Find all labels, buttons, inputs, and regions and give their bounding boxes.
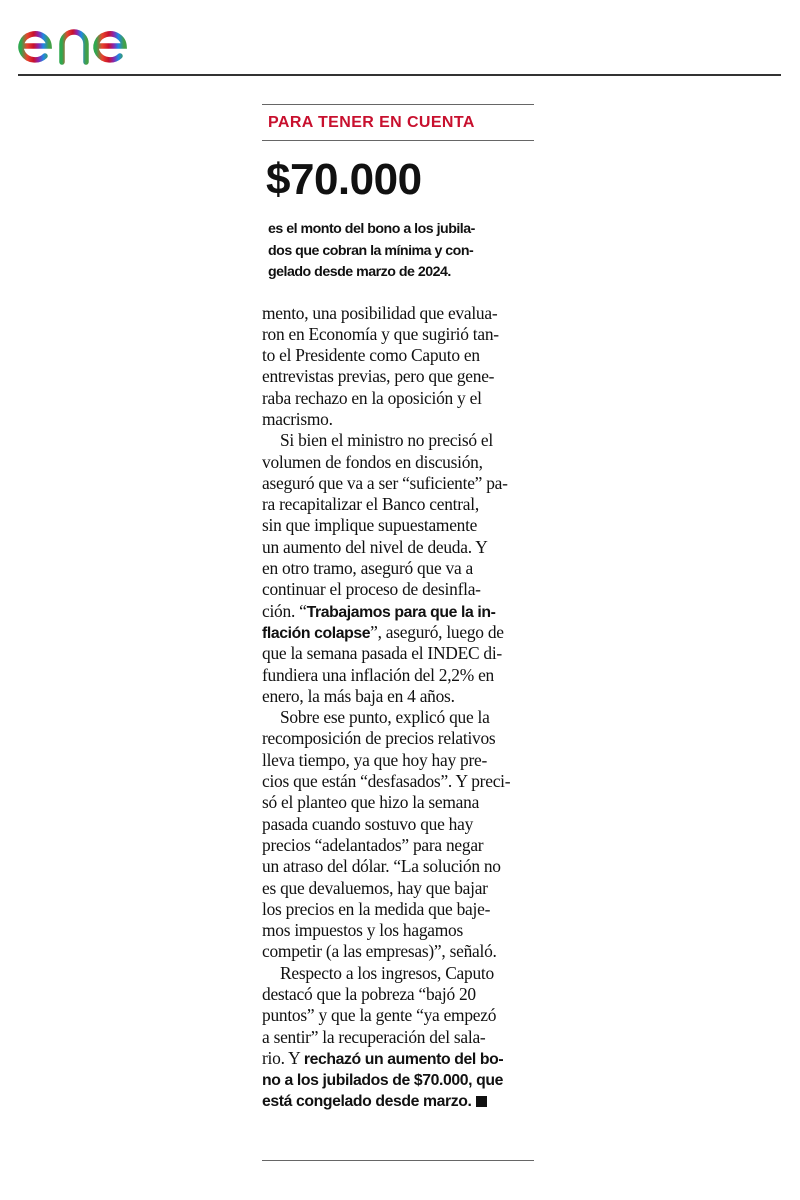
body-line xyxy=(262,707,534,728)
body-bold-segment: no a los jubilados de $70.000, que xyxy=(262,1072,503,1090)
body-line xyxy=(262,1069,534,1090)
body-text-segment: en otro tramo, aseguró que va a xyxy=(262,558,474,579)
body-line xyxy=(262,1005,534,1026)
header-rule xyxy=(18,74,781,76)
body-text-segment: puntos” y que la gente “ya empezó xyxy=(262,1005,497,1026)
body-line xyxy=(262,430,534,451)
body-text-segment: ron en Economía y que sugirió tan- xyxy=(262,323,499,344)
body-line xyxy=(262,366,534,387)
body-text-segment: es que devaluemos, hay que bajar xyxy=(262,877,488,898)
body-bold-segment: está congelado desde marzo. xyxy=(262,1093,472,1111)
body-line xyxy=(262,303,534,324)
body-line xyxy=(262,345,534,366)
body-line xyxy=(262,686,534,707)
body-line xyxy=(262,622,534,643)
caption-line: es el monto del bono a los jubila- xyxy=(268,221,475,237)
body-line xyxy=(262,771,534,792)
article-body xyxy=(262,303,534,1112)
body-line xyxy=(262,878,534,899)
body-line xyxy=(262,601,534,622)
footer-rule xyxy=(262,1160,534,1161)
body-line xyxy=(262,643,534,664)
body-text-segment: recomposición de precios relativos xyxy=(262,728,496,749)
body-line xyxy=(262,452,534,473)
caption-line: gelado desde marzo de 2024. xyxy=(268,264,451,280)
body-text-segment: un atraso del dólar. “La solución no xyxy=(262,856,501,877)
body-line xyxy=(262,920,534,941)
body-text-segment: competir (a las empresas)”, señaló. xyxy=(262,941,497,962)
body-line xyxy=(262,388,534,409)
body-line xyxy=(262,494,534,515)
body-text-segment: rio. Y xyxy=(262,1047,304,1068)
body-text-segment: aseguró que va a ser “suficiente” pa- xyxy=(262,472,508,493)
body-line xyxy=(262,899,534,920)
body-text-segment: Si bien el ministro no precisó el xyxy=(280,430,493,451)
body-bold-segment: rechazó un aumento del bo- xyxy=(303,1050,504,1068)
body-line xyxy=(262,941,534,962)
body-line xyxy=(262,856,534,877)
body-text-segment: macrismo. xyxy=(262,408,333,429)
body-text-segment: só el planteo que hizo la semana xyxy=(262,792,480,813)
body-bold-segment: Trabajamos para que la in- xyxy=(306,603,496,621)
body-line xyxy=(262,835,534,856)
body-text-segment: ”, aseguró, luego de xyxy=(370,621,504,642)
kicker-bottom-rule xyxy=(262,140,534,141)
body-text-segment: Respecto a los ingresos, Caputo xyxy=(280,962,494,983)
body-text-segment: los precios en la medida que baje- xyxy=(262,898,491,919)
body-text-segment: pasada cuando sostuvo que hay xyxy=(262,813,474,834)
body-line xyxy=(262,750,534,771)
enel-logo xyxy=(18,8,170,68)
body-line xyxy=(262,324,534,345)
highlight-caption xyxy=(262,219,534,284)
body-line xyxy=(262,814,534,835)
body-text-segment: mos impuestos y los hagamos xyxy=(262,920,463,941)
body-line xyxy=(262,1090,534,1111)
body-text-segment: destacó que la pobreza “bajó 20 xyxy=(262,984,476,1004)
body-text-segment: entrevistas previas, pero que gene- xyxy=(262,366,495,387)
body-text-segment: cios que están “desfasados”. Y preci- xyxy=(262,771,511,792)
kicker-label: PARA TENER EN CUENTA xyxy=(268,114,475,131)
body-line xyxy=(262,984,534,1005)
body-text-segment: to el Presidente como Caputo en xyxy=(262,345,480,366)
body-text-segment: enero, la más baja en 4 años. xyxy=(262,685,455,706)
body-text-segment: mento, una posibilidad que evalua- xyxy=(262,302,498,323)
body-line xyxy=(262,963,534,984)
body-text-segment: ra recapitalizar el Banco central, xyxy=(262,494,479,515)
body-line xyxy=(262,515,534,536)
body-text-segment: ción. “ xyxy=(262,600,307,621)
body-bold-segment: flación colapse xyxy=(262,624,371,642)
highlight-figure: $70.000 xyxy=(266,155,422,204)
article-column xyxy=(262,104,534,1112)
body-text-segment: un aumento del nivel de deuda. Y xyxy=(262,536,488,557)
body-line xyxy=(262,728,534,749)
body-text-segment: Sobre ese punto, explicó que la xyxy=(280,707,490,728)
body-line xyxy=(262,665,534,686)
body-text-segment: continuar el proceso de desinfla- xyxy=(262,579,481,600)
body-text-segment: a sentir” la recuperación del sala- xyxy=(262,1026,486,1047)
body-text-segment: raba rechazo en la oposición y el xyxy=(262,387,482,408)
body-text-segment: que la semana pasada el INDEC di- xyxy=(262,643,502,664)
body-text-segment: sin que implique supuestamente xyxy=(262,515,478,536)
body-text-segment: volumen de fondos en discusión, xyxy=(262,451,483,472)
body-line xyxy=(262,792,534,813)
body-line xyxy=(262,1048,534,1069)
body-line xyxy=(262,473,534,494)
body-line xyxy=(262,558,534,579)
body-text-segment: lleva tiempo, ya que hoy hay pre- xyxy=(262,749,487,770)
body-text-segment: fundiera una inflación del 2,2% en xyxy=(262,664,494,685)
body-line xyxy=(262,537,534,558)
caption-line: dos que cobran la mínima y con- xyxy=(268,242,474,259)
body-line xyxy=(262,409,534,430)
body-line xyxy=(262,1027,534,1048)
body-text-segment: precios “adelantados” para negar xyxy=(262,834,484,855)
end-of-article-square-icon xyxy=(476,1096,487,1107)
body-line xyxy=(262,579,534,600)
